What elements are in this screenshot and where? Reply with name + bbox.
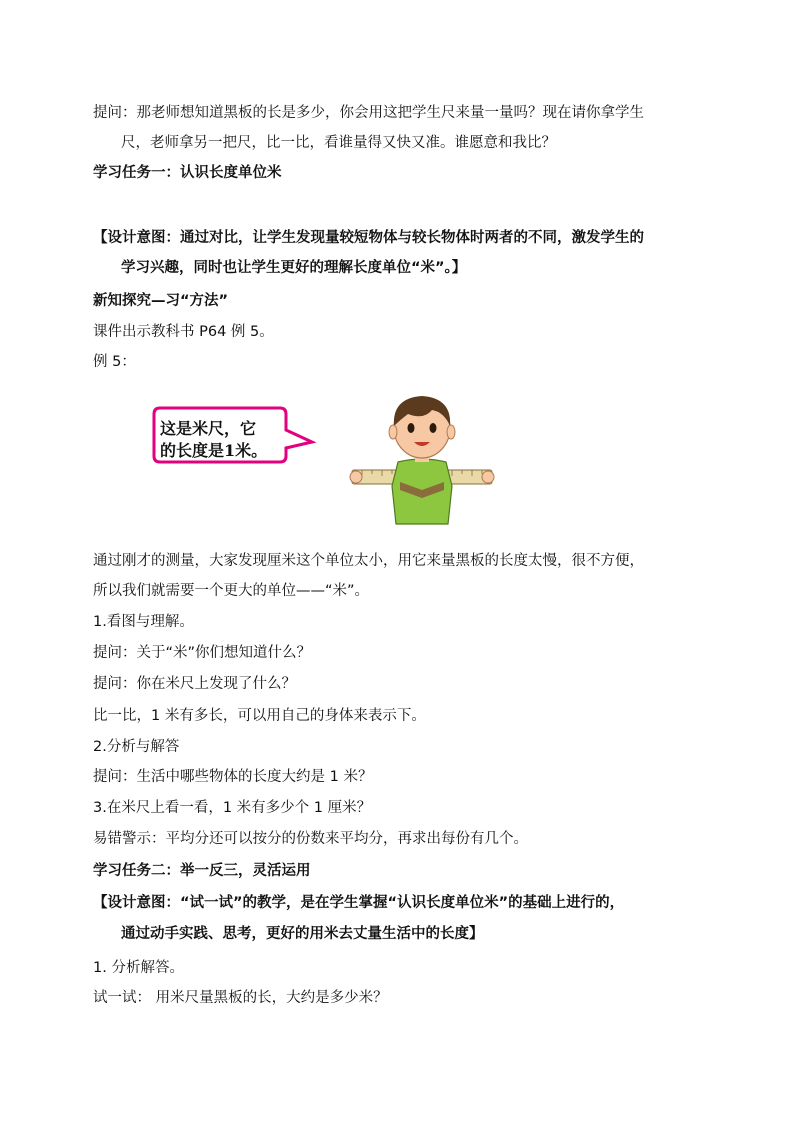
heading-task-one: 学习任务一：认识长度单位米 (93, 165, 282, 181)
design-intent-two-cont: 通过动手实践、思考，更好的用米去丈量生活中的长度】 (121, 926, 484, 942)
paragraph-textbook: 课件出示教科书 P64 例 5。 (93, 324, 274, 340)
speech-bubble-line-1: 这是米尺，它 (160, 419, 257, 438)
paragraph-measure-cont: 所以我们就需要一个更大的单位——“米”。 (93, 583, 370, 599)
right-eye (430, 423, 437, 433)
warning-note: 易错警示：平均分还可以按分的份数来平均分，再求出每份有几个。 (93, 831, 528, 847)
paragraph-measure: 通过刚才的测量，大家发现厘米这个单位太小，用它来量黑板的长度太慢，很不方便， (93, 553, 644, 569)
speech-bubble-line-2: 的长度是1米。 (160, 441, 268, 460)
question-meter: 提问：关于“米”你们想知道什么？ (93, 645, 312, 661)
step-analyze-answer: 1. 分析解答。 (93, 960, 184, 976)
design-intent-one-cont: 学习兴趣，同时也让学生更好的理解长度单位“米”。】 (121, 260, 467, 276)
step-count-cm: 3.在米尺上看一看，1 米有多少个 1 厘米？ (93, 800, 372, 816)
heading-task-two: 学习任务二：举一反三，灵活运用 (93, 863, 311, 879)
paragraph-compare: 比一比，1 米有多长，可以用自己的身体来表示下。 (93, 708, 426, 724)
design-intent-one: 【设计意图：通过对比，让学生发现量较短物体与较长物体时两者的不同，激发学生的 (93, 230, 644, 246)
paragraph-try: 试一试： 用米尺量黑板的长，大约是多少米？ (93, 990, 388, 1006)
left-ear (389, 425, 397, 439)
heading-explore: 新知探究—习“方法” (93, 293, 229, 309)
step-look-understand: 1.看图与理解。 (93, 614, 194, 630)
right-hand (482, 471, 494, 483)
question-life-objects: 提问：生活中哪些物体的长度大约是 1 米？ (93, 769, 373, 785)
paragraph-question-blackboard-cont: 尺，老师拿另一把尺，比一比，看谁量得又快又准。谁愿意和我比？ (121, 135, 556, 151)
paragraph-example-label: 例 5： (93, 354, 136, 370)
design-intent-two: 【设计意图：“试一试”的教学，是在学生掌握“认识长度单位米”的基础上进行的， (93, 895, 625, 911)
left-hand (350, 471, 362, 483)
right-ear (447, 425, 455, 439)
step-analyze: 2.分析与解答 (93, 739, 180, 755)
left-eye (408, 423, 415, 433)
paragraph-question-blackboard: 提问：那老师想知道黑板的长是多少，你会用这把学生尺来量一量吗？现在请你拿学生 (93, 105, 644, 121)
question-ruler: 提问：你在米尺上发现了什么？ (93, 676, 296, 692)
example-illustration (140, 390, 520, 530)
